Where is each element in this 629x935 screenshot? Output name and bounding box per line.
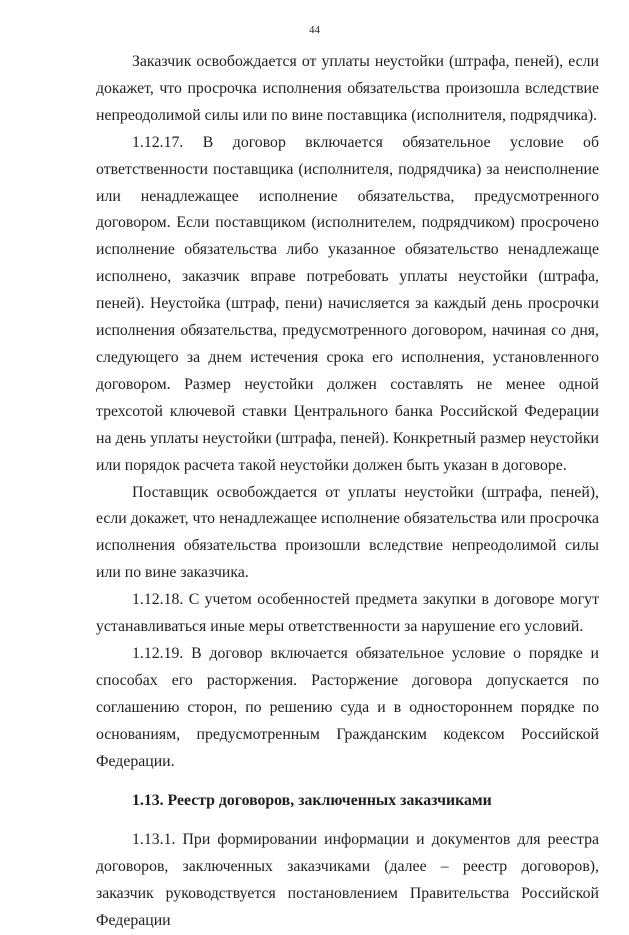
paragraph-customer-exemption: Заказчик освобождается от уплаты неустойки (штрафа, пеней), если докажет, что просрочка исполнения обязательства произошла вследствие непреодолимой силы или по вине поставщика (исполнителя, подрядчика). (96, 53, 599, 124)
document-body (96, 49, 599, 935)
paragraph-1-12-18: 1.12.18. С учетом особенностей предмета закупки в договоре могут устанавливаться иные меры ответственности за нарушение его условий. (96, 591, 599, 636)
section-heading-1-13: 1.13. Реестр договоров, заключенных заказчиками (132, 792, 492, 810)
page-number: 44 (309, 24, 320, 36)
paragraph-1-13-1: 1.13.1. При формировании информации и документов для реестра договоров, заключенных заказчиками (далее – реестр договоров), заказчик руководствуется постановлением Правительства Российской Федерации (96, 831, 599, 930)
paragraph-supplier-exemption: Поставщик освобождается от уплаты неустойки (штрафа, пеней), если докажет, что ненадлежащее исполнение обязательства или просрочка исполнения обязательства произошли вследствие непреодолимой силы или по вине заказчика. (96, 483, 599, 582)
paragraph-1-12-19: 1.12.19. В договор включается обязательное условие о порядке и способах его расторжения. Расторжение договора допускается по соглашению сторон, по решению суда и в одностороннем порядке по основаниям, предусмотренным Гражданским кодексом Российской Федерации. (96, 644, 599, 770)
paragraph-1-12-17: 1.12.17. В договор включается обязательное условие об ответственности поставщика (исполнителя, подрядчика) за неисполнение или ненадлежащее исполнение обязательства, предусмотренного договором. Если поставщиком (исполнителем, подрядчиком) просрочено исполнение обязательства либо указанное обязательство ненадлежаще исполнено, заказчик вправе потребовать уплаты неустойки (штрафа, пеней). Неустойка (штраф, пени) начисляется за каждый день просрочки исполнения обязательства, предусмотренного договором, начиная со дня, следующего за днем истечения срока его исполнения, установленного договором. Размер неустойки должен составлять не менее одной трехсотой ключевой ставки Центрального банка Российской Федерации на день уплаты неустойки (штрафа, пеней). Конкретный размер неустойки или порядок расчета такой неустойки должен быть указан в договоре. (96, 133, 599, 474)
